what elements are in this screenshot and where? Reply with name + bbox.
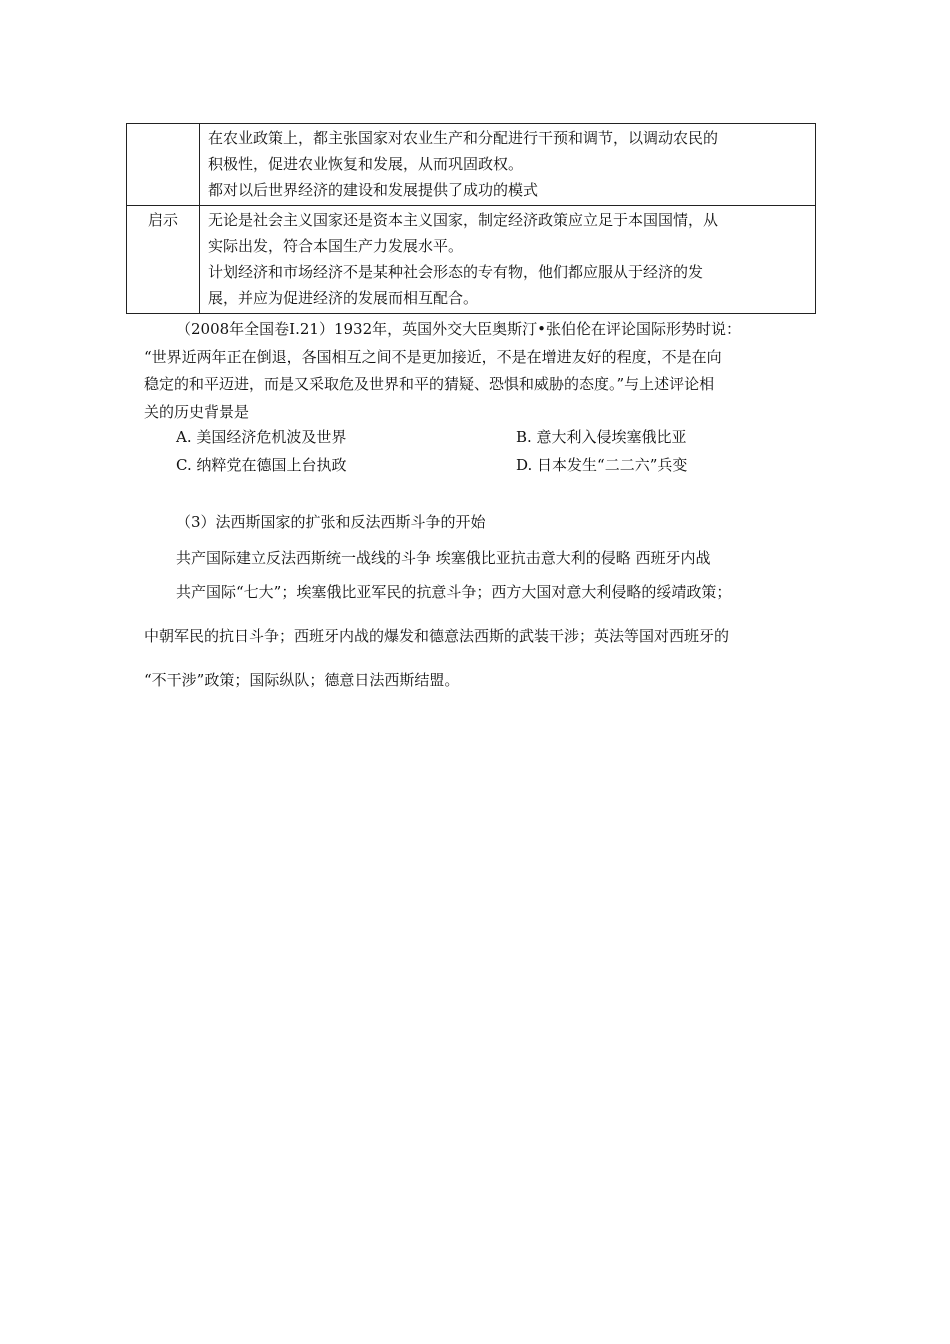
row-label [127,124,200,206]
row-label: 启示 [127,206,200,314]
question-stem [144,316,816,426]
summary-table [126,123,816,314]
table-row [127,124,816,206]
detail-line: “不干涉”政策；国际纵队；德意日法西斯结盟。 [144,671,460,689]
stem-line: （2008年全国卷Ⅰ.21）1932年，英国外交大臣奥斯汀•张伯伦在评论国际形势时说： [176,320,741,338]
row-content [200,124,816,206]
text-line: 展，并应为促进经济的发展而相互配合。 [208,289,479,307]
row-content [200,206,816,314]
table-row [127,206,816,314]
section-detail [144,578,816,694]
option-b: B. 意大利入侵埃塞俄比亚 [516,428,687,446]
section-heading: （3）法西斯国家的扩张和反法西斯斗争的开始 [176,513,486,531]
section-summary: 共产国际建立反法西斯统一战线的斗争 埃塞俄比亚抗击意大利的侵略 西班牙内战 [176,549,711,567]
stem-line: 关的历史背景是 [144,402,250,421]
option-d: D. 日本发生“二二六”兵变 [516,456,688,474]
detail-line: 共产国际“七大”；埃塞俄比亚军民的抗意斗争；西方大国对意大利侵略的绥靖政策； [176,583,732,601]
text-line: 计划经济和市场经济不是某种社会形态的专有物，他们都应服从于经济的发 [208,263,704,281]
stem-line: 稳定的和平迈进，而是又采取危及世界和平的猜疑、恐惧和威胁的态度。”与上述评论相 [144,375,715,393]
text-line: 无论是社会主义国家还是资本主义国家，制定经济政策应立足于本国国情，从 [208,211,719,229]
stem-line: “世界近两年正在倒退，各国相互之间不是更加接近，不是在增进友好的程度，不是在向 [144,347,722,366]
option-row [176,423,816,451]
text-line: 实际出发，符合本国生产力发展水平。 [208,237,464,255]
option-row [176,451,816,479]
text-line: 都对以后世界经济的建设和发展提供了成功的模式 [208,181,539,199]
text-line: 在农业政策上，都主张国家对农业生产和分配进行干预和调节，以调动农民的 [208,129,719,147]
text-line: 积极性，促进农业恢复和发展，从而巩固政权。 [208,155,524,173]
detail-line: 中朝军民的抗日斗争；西班牙内战的爆发和德意法西斯的武装干涉；英法等国对西班牙的 [144,627,730,645]
answer-options [176,423,816,479]
option-c: C. 纳粹党在德国上台执政 [176,456,347,474]
option-a: A. 美国经济危机波及世界 [176,428,347,446]
